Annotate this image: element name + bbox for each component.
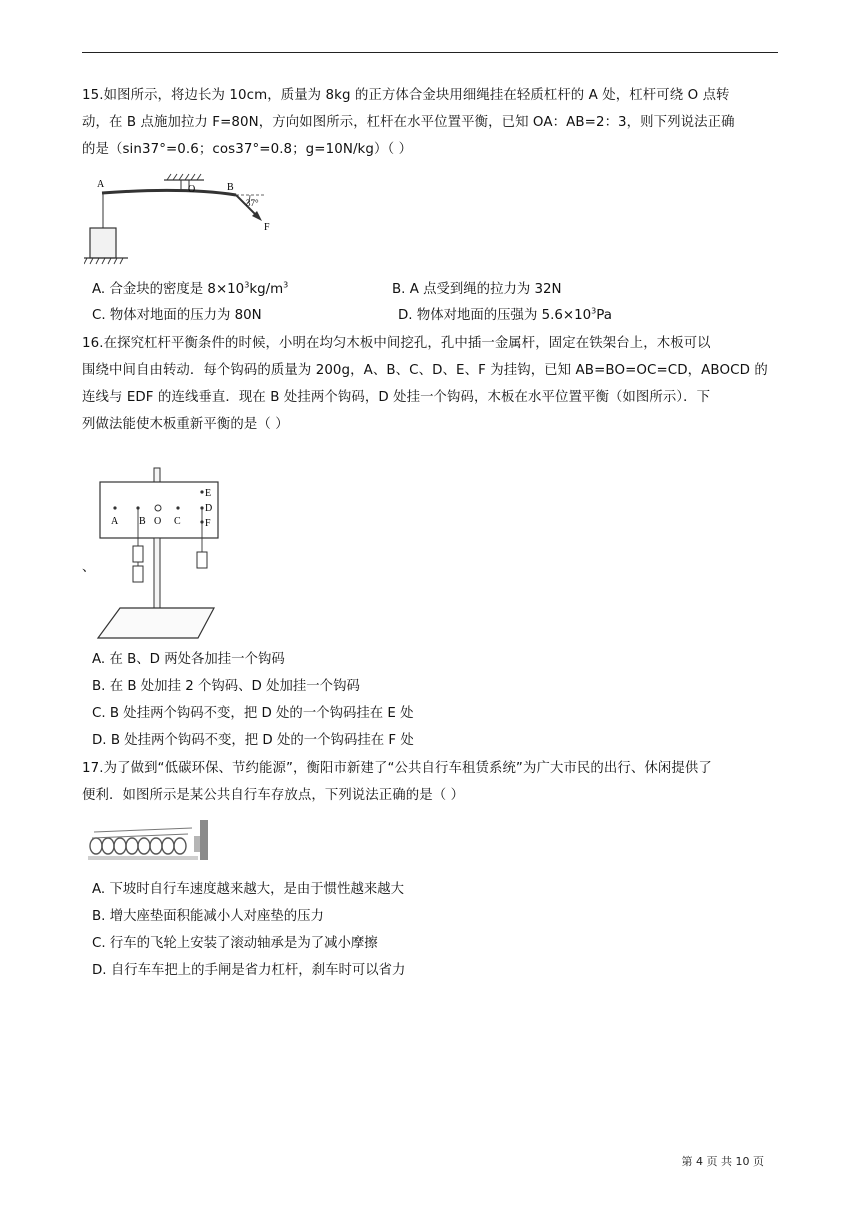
- label-B: B: [227, 182, 234, 193]
- q17-option-b[interactable]: B. 增大座垫面积能减小人对座垫的压力: [92, 909, 324, 924]
- q16-line-3: 连线与 EDF 的连线垂直．现在 B 处挂两个钩码，D 处挂一个钩码，木板在水平位置平衡（如图所示）．下: [82, 390, 711, 405]
- q15-opt-d-text: D. 物体对地面的压强为 5.6×10: [398, 308, 592, 323]
- lever-board-figure-q16: [92, 466, 232, 644]
- q16-line-4: 列做法能使木板重新平衡的是（ ）: [82, 417, 289, 432]
- q16-line-2: 围绕中间自由转动．每个钩码的质量为 200g，A、B、C、D、E、F 为挂钩，已知 AB=BO=OC=CD，ABOCD 的: [82, 363, 768, 378]
- q17-option-d[interactable]: D. 自行车车把上的手闸是省力杠杆，刹车时可以省力: [92, 963, 406, 978]
- q16-line-1: 16.在探究杠杆平衡条件的时候，小明在均匀木板中间挖孔，孔中插一金属杆，固定在铁架台上，木板可以: [82, 336, 711, 351]
- label-O: O: [154, 516, 162, 527]
- label-O: O: [188, 184, 196, 195]
- q15-opt-a-exp2: 3: [283, 280, 289, 290]
- label-C: C: [174, 516, 181, 527]
- q15-option-b[interactable]: B. A 点受到绳的拉力为 32N: [392, 282, 562, 297]
- q15-opt-a-text: A. 合金块的密度是 8×10: [92, 282, 245, 297]
- page-footer: 第 4 页 共 10 页: [681, 1155, 764, 1168]
- question-16-stem: [82, 330, 782, 438]
- question-15-stem: [82, 82, 782, 163]
- q17-option-a[interactable]: A. 下坡时自行车速度越来越大，是由于惯性越来越大: [92, 882, 405, 897]
- q16-option-c[interactable]: C. B 处挂两个钩码不变，把 D 处的一个钩码挂在 E 处: [92, 706, 414, 721]
- label-D: D: [205, 503, 213, 514]
- q15-line-1: 15.如图所示，将边长为 10cm，质量为 8kg 的正方体合金块用细绳挂在轻质杠杆的 A 处，杠杆可绕 O 点转: [82, 88, 730, 103]
- q16-option-a[interactable]: A. 在 B、D 两处各加挂一个钩码: [92, 652, 285, 667]
- q17-line-2: 便利．如图所示是某公共自行车存放点，下列说法正确的是（ ）: [82, 788, 465, 803]
- label-E: E: [205, 488, 212, 499]
- q15-line-2: 动，在 B 点施加拉力 F=80N，方向如图所示，杠杆在水平位置平衡，已知 OA：AB=2：3，则下列说法正确: [82, 115, 735, 130]
- q16-option-d[interactable]: D. B 处挂两个钩码不变，把 D 处的一个钩码挂在 F 处: [92, 733, 414, 748]
- q15-opt-a-unit: kg/m: [249, 282, 284, 297]
- header-rule: [82, 52, 778, 53]
- q17-line-1: 17.为了做到“低碳环保、节约能源”，衡阳市新建了“公共自行车租赁系统”为广大市民的出行、休闲提供了: [82, 761, 712, 776]
- q15-option-a[interactable]: [92, 280, 288, 300]
- label-F: F: [264, 222, 270, 233]
- bicycle-rack-photo-q17: [88, 816, 212, 866]
- q15-option-c[interactable]: C. 物体对地面的压力为 80N: [92, 308, 262, 323]
- stray-mark: 、: [82, 560, 96, 575]
- label-angle: 37°: [246, 198, 259, 208]
- q17-option-c[interactable]: C. 行车的飞轮上安装了滚动轴承是为了减小摩擦: [92, 936, 378, 951]
- q15-opt-a-exp1: 3: [244, 280, 250, 290]
- label-F: F: [205, 518, 211, 529]
- question-17-stem: [82, 755, 782, 809]
- q16-option-b[interactable]: B. 在 B 处加挂 2 个钩码、D 处加挂一个钩码: [92, 679, 360, 694]
- q15-option-d[interactable]: [398, 306, 612, 326]
- label-A: A: [97, 179, 105, 190]
- q15-opt-d-unit: Pa: [596, 308, 612, 323]
- label-B: B: [139, 516, 146, 527]
- lever-figure-q15: [84, 170, 284, 270]
- q15-opt-d-exp: 3: [591, 306, 597, 316]
- label-A: A: [111, 516, 119, 527]
- q15-line-3: 的是（sin37°=0.6；cos37°=0.8；g=10N/kg）（ ）: [82, 142, 413, 157]
